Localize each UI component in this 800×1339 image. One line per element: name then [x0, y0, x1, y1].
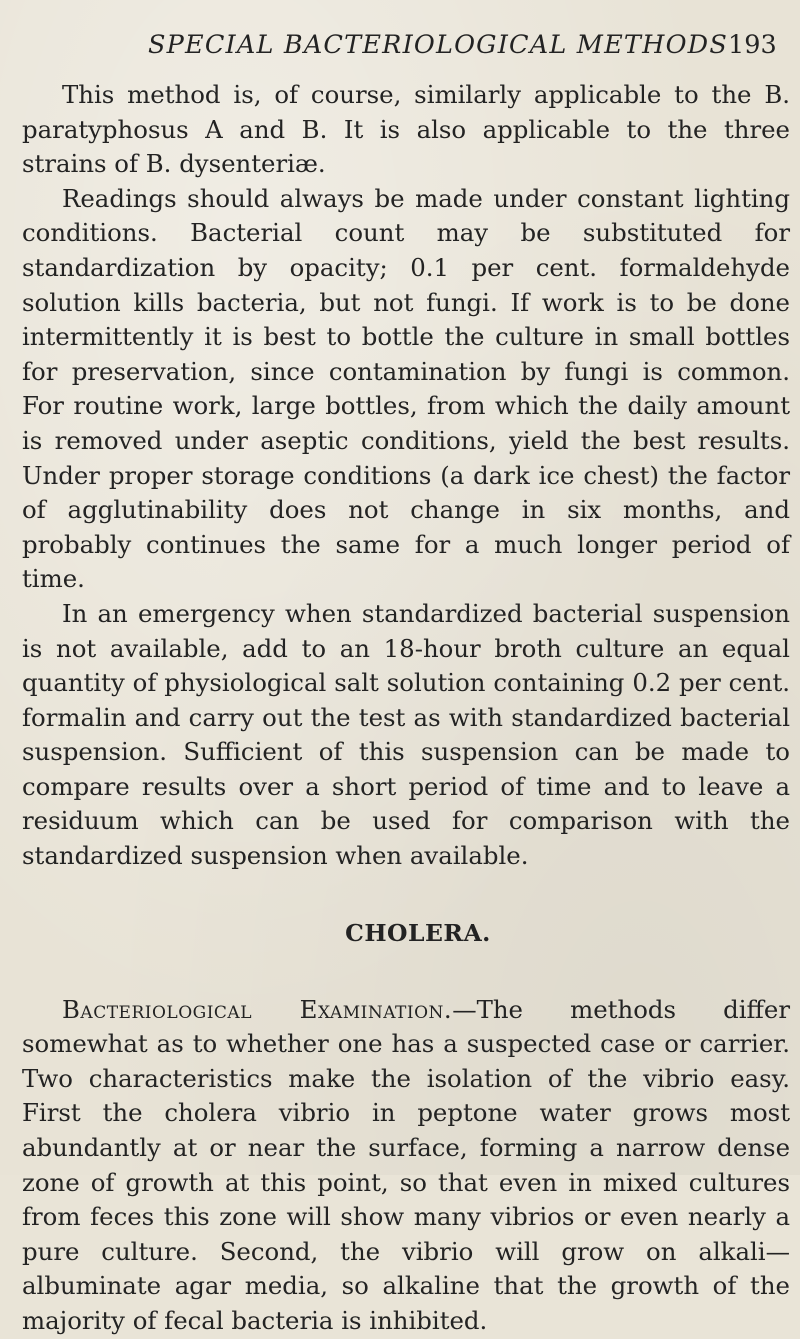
page-number: 193	[728, 30, 777, 60]
running-head	[0, 30, 800, 62]
running-title: SPECIAL BACTERIOLOGICAL METHODS	[148, 30, 728, 60]
lead-in-bacteriological-examination: Bacteriological Examination.	[62, 994, 453, 1024]
body-text	[22, 78, 790, 1339]
paragraph-bacteriological-examination	[22, 993, 790, 1339]
paragraph-readings: Readings should always be made under constant lighting conditions. Bacterial count may be substituted for standardization by opacity; 0.1 per cent. formaldehyde solution kills bacteria, but not fungi. If work is to be done intermittently it is best to bottle the culture in small bottles for preservation, since contamination by fungi is common. For routine work, large bottles, from which the daily amount is removed under aseptic conditions, yield the best results. Under proper storage conditions (a dark ice chest) the factor of agglutinability does not change in six months, and probably continues the same for a much longer period of time.	[22, 183, 790, 594]
paragraph-paratyphosus: This method is, of course, similarly applicable to the B. paratyphosus A and B. It is also applicable to the three strains of B. dysenteriæ.	[22, 80, 790, 179]
section-heading-cholera: CHOLERA.	[345, 918, 491, 947]
paragraph-bacteriological-examination-text: —The methods differ somewhat as to whether one has a suspected case or carrier. Two characteristics make the isolation of the vibrio easy. First the cholera vibrio in peptone water grows most abundantly at or near the surface, forming a narrow dense zone of growth at this point, so that even in mixed cultures from feces this zone will show many vibrios or even nearly a pure culture. Second, the vibrio will grow on alkali—albuminate agar media, so alkaline that the growth of the majority of fecal bacteria is inhibited.	[22, 994, 790, 1335]
paragraph-emergency: In an emergency when standardized bacterial suspension is not available, add to an 18-hour broth culture an equal quantity of physiological salt solution containing 0.2 per cent. formalin and carry out the test as with standardized bacterial suspension. Sufficient of this suspension can be made to compare results over a short period of time and to leave a residuum which can be used for comparison with the standardized suspension when available.	[22, 598, 790, 871]
